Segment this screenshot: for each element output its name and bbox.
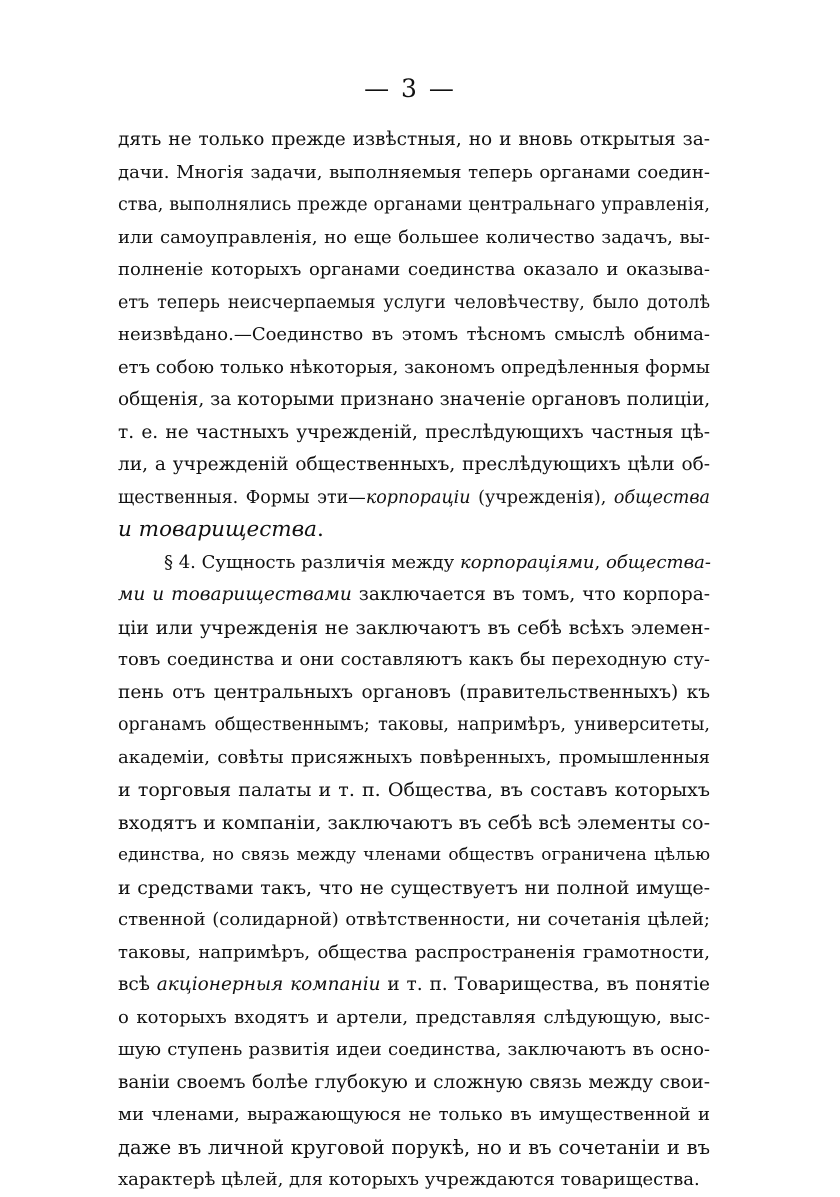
text-line: ми членами, выражающуюся не только въ имущественной и [118,1104,710,1125]
text-span: . [316,517,324,542]
page-number: — 3 — [364,74,456,103]
text-line: органамъ общественнымъ; таковы, напримѣръ, университеты, [118,715,710,735]
text-span: всѣ [118,974,157,995]
text-line: академіи, совѣты присяжныхъ повѣренныхъ, промышленныя [118,746,710,768]
text-line: неизвѣдано.—Соединство въ этомъ тѣсномъ смыслѣ обнима- [118,324,710,345]
text-line: т. е. не частныхъ учрежденій, преслѣдующихъ частныя цѣ- [118,421,710,443]
text-line: ваніи своемъ болѣе глубокую и сложную связь между свои- [118,1071,710,1093]
italic-term: корпораціи [365,487,471,508]
text-line [118,482,710,515]
text-line: и торговыя палаты и т. п. Общества, въ составъ которыхъ [118,779,710,801]
section-heading-line [118,547,710,580]
text-line: дачи. Многія задачи, выполняемыя теперь органами соедин- [118,161,710,183]
italic-term: обществa- [605,551,711,573]
text-span: , [594,551,606,573]
text-line: общенія, за которыми признано значеніе органовъ полиціи, [118,389,711,410]
italic-term: корпораціями [459,551,595,573]
text-line: товъ соединства и они составляютъ какъ бы переходную сту- [118,649,710,670]
text-line: входятъ и компаніи, заключаютъ въ себѣ всѣ элементы со- [118,811,710,834]
text-span: § 4. Сущность различія между [164,551,460,573]
text-line [118,514,710,547]
text-line: шую ступень развитія идеи соединства, заключаютъ въ осно- [118,1039,710,1060]
text-span: и т. п. Товарищества, въ понятіе [380,974,711,995]
text-line: или самоуправленія, но еще большее количество задачъ, вы- [118,226,710,248]
text-line: ціи или учрежденія не заключаютъ въ себѣ всѣхъ элемен- [118,616,710,639]
text-span: заключается въ томъ, что корпора- [351,584,710,605]
text-line: даже въ личной круговой порукѣ, но и въ сочетаніи и въ [118,1135,710,1159]
text-line: ственной (солидарной) отвѣтственности, ни сочетанія цѣлей; [118,909,710,930]
text-line: характерѣ цѣлей, для которыхъ учреждаются товарищества. [118,1169,700,1190]
italic-term: акціонерныя компаніи [156,974,381,995]
text-line [118,579,710,612]
text-span: щественныя. Формы эти— [118,487,366,508]
text-line: единства, но связь между членами обществъ ограничена цѣлью [118,845,710,865]
text-line: таковы, напримѣръ, общества распространенія грамотности, [118,941,710,963]
text-line: полненіе которыхъ органами соединства оказало и оказыва- [118,259,710,280]
italic-term: и товарищества [118,517,317,542]
text-line: о которыхъ входятъ и артели, представляя слѣдующую, выс- [118,1006,710,1028]
text-line: етъ собою только нѣкоторыя, закономъ опредѣленныя формы [118,356,710,378]
body-text [118,124,710,1197]
text-line: ства, выполнялись прежде органами центральнаго управленія, [118,195,710,215]
italic-term: общества [613,487,710,508]
text-line: ли, а учрежденій общественныхъ, преслѣдующихъ цѣли об- [118,454,710,475]
text-line: дять не только прежде извѣстныя, но и вновь открытыя за- [118,129,710,150]
text-line: пень отъ центральныхъ органовъ (правительственныхъ) къ [118,681,710,703]
text-line [118,969,710,1002]
italic-term: ми и товариществами [118,584,352,605]
text-line: етъ теперь неисчерпаемыя услуги человѣчеству, было дотолѣ [118,292,710,313]
text-line: и средствами такъ, что не существуетъ ни полной имуще- [118,876,710,899]
text-span: (учрежденія), [470,487,614,508]
